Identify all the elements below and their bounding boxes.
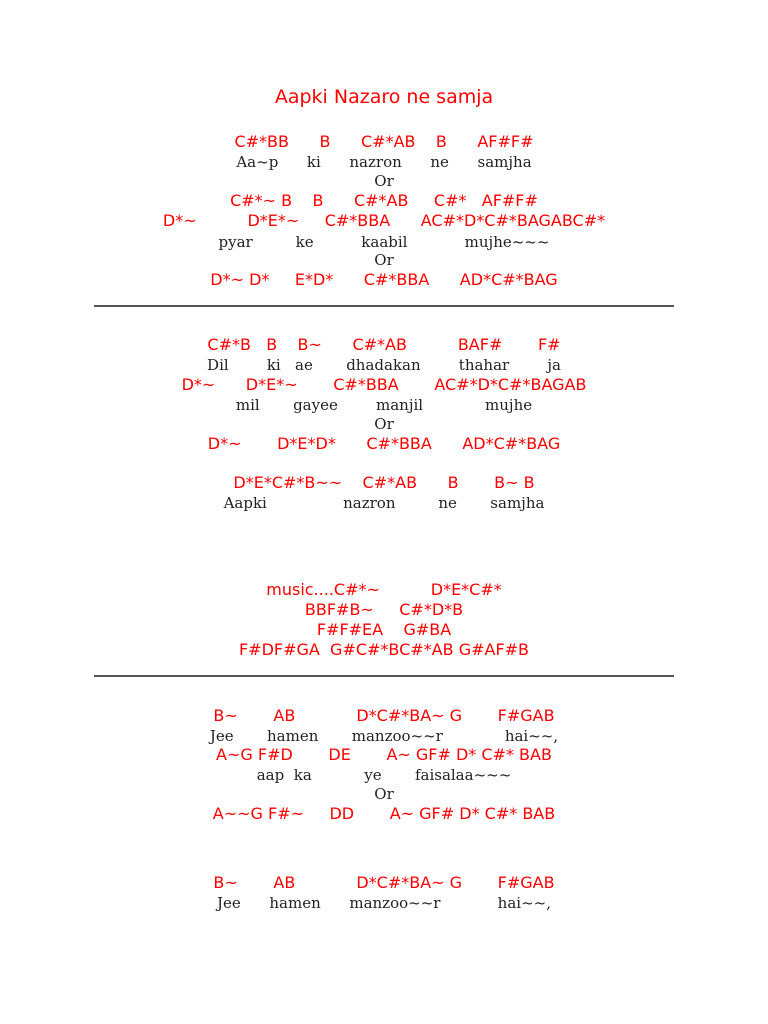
horizontal-divider: [94, 675, 674, 677]
notes-line: A~G F#D DE A~ GF# D* C#* BAB: [216, 745, 552, 764]
lyrics-line: Dil ki ae dhadakan thahar ja: [207, 356, 561, 374]
notes-line: C#*~ B B C#*AB C#* AF#F#: [230, 191, 538, 210]
notes-line: D*~ D*E*D* C#*BBA AD*C#*BAG: [207, 434, 561, 453]
song-title: Aapki Nazaro ne samja: [274, 86, 494, 108]
horizontal-divider: [94, 305, 674, 307]
music-notes-line: BBF#B~ C#*D*B: [304, 600, 464, 619]
lyrics-line: mil gayee manjil mujhe: [235, 396, 533, 414]
notes-line: D*E*C#*B~~ C#*AB B B~ B: [233, 473, 535, 492]
or-separator: Or: [374, 415, 394, 433]
lyrics-line: Aa~p ki nazron ne samjha: [236, 153, 532, 171]
lyrics-line: Jee hamen manzoo~~r hai~~,: [217, 894, 551, 912]
music-notes-line: music....C#*~ D*E*C#*: [266, 580, 502, 599]
lyrics-line: Aapki nazron ne samjha: [223, 494, 545, 512]
notes-line: C#*BB B C#*AB B AF#F#: [234, 132, 534, 151]
music-notes-line: F#DF#GA G#C#*BC#*AB G#AF#B: [238, 640, 530, 659]
or-separator: Or: [374, 251, 394, 269]
notes-line: D*~ D*E*~ C#*BBA AC#*D*C#*BAGAB: [181, 375, 587, 394]
notes-line: D*~ D*E*~ C#*BBA AC#*D*C#*BAGABC#*: [162, 211, 606, 230]
notes-line: D*~ D* E*D* C#*BBA AD*C#*BAG: [210, 270, 558, 289]
lyrics-line: aap ka ye faisalaa~~~: [256, 766, 512, 784]
or-separator: Or: [374, 785, 394, 803]
notes-line: A~~G F#~ DD A~ GF# D* C#* BAB: [212, 804, 556, 823]
notes-line: C#*B B B~ C#*AB BAF# F#: [207, 335, 561, 354]
notes-line: B~ AB D*C#*BA~ G F#GAB: [213, 873, 555, 892]
music-notes-line: F#F#EA G#BA: [316, 620, 452, 639]
lyrics-line: Jee hamen manzoo~~r hai~~,: [209, 727, 559, 745]
lyrics-line: pyar ke kaabil mujhe~~~: [218, 233, 550, 251]
or-separator: Or: [374, 172, 394, 190]
notes-line: B~ AB D*C#*BA~ G F#GAB: [213, 706, 555, 725]
